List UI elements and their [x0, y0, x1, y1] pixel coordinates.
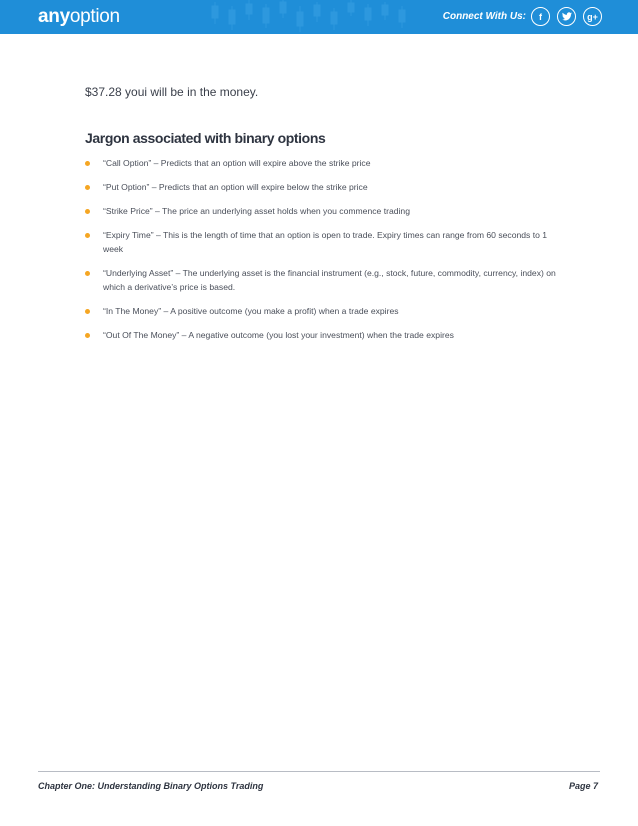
twitter-icon[interactable]	[557, 7, 576, 26]
header-bar	[0, 0, 638, 34]
logo-text-option: option	[69, 6, 120, 27]
list-item	[85, 228, 560, 256]
jargon-list	[85, 156, 560, 352]
bullet-icon	[85, 309, 90, 314]
term-text: “Out Of The Money” – A negative outcome (you lost your investment) when the trade expires	[103, 330, 454, 340]
bullet-icon	[85, 333, 90, 338]
connect-label: Connect With Us:	[442, 11, 526, 22]
footer-page-number: Page 7	[568, 781, 598, 791]
bullet-icon	[85, 233, 90, 238]
term-text: “Expiry Time” – This is the length of time that an option is open to trade. Expiry times can range from 60 seconds to 1 week	[103, 230, 548, 254]
term-text: “In The Money” – A positive outcome (you make a profit) when a trade expires	[103, 306, 399, 316]
bullet-icon	[85, 161, 90, 166]
intro-text: $37.28 youi will be in the money.	[85, 85, 259, 99]
bullet-icon	[85, 185, 90, 190]
list-item	[85, 328, 560, 342]
term-text: “Underlying Asset” – The underlying asset is the financial instrument (e.g., stock, future, commodity, currency, index) on which a derivative’s price is based.	[103, 268, 556, 292]
list-item	[85, 204, 560, 218]
list-item	[85, 156, 560, 170]
footer-divider	[38, 771, 600, 772]
section-title: Jargon associated with binary options	[85, 130, 326, 146]
footer-chapter-title: Chapter One: Understanding Binary Options Trading	[38, 781, 264, 791]
logo-text-any: any	[38, 6, 70, 27]
list-item	[85, 266, 560, 294]
anyoption-logo[interactable]	[38, 6, 120, 28]
twitter-bird-icon	[562, 12, 572, 21]
term-text: “Put Option” – Predicts that an option will expire below the strike price	[103, 182, 368, 192]
term-text: “Call Option” – Predicts that an option will expire above the strike price	[103, 158, 371, 168]
facebook-icon[interactable]: f	[531, 7, 550, 26]
term-text: “Strike Price” – The price an underlying asset holds when you commence trading	[103, 206, 410, 216]
list-item	[85, 304, 560, 318]
bullet-icon	[85, 271, 90, 276]
bullet-icon	[85, 209, 90, 214]
list-item	[85, 180, 560, 194]
google-plus-icon[interactable]: g+	[583, 7, 602, 26]
